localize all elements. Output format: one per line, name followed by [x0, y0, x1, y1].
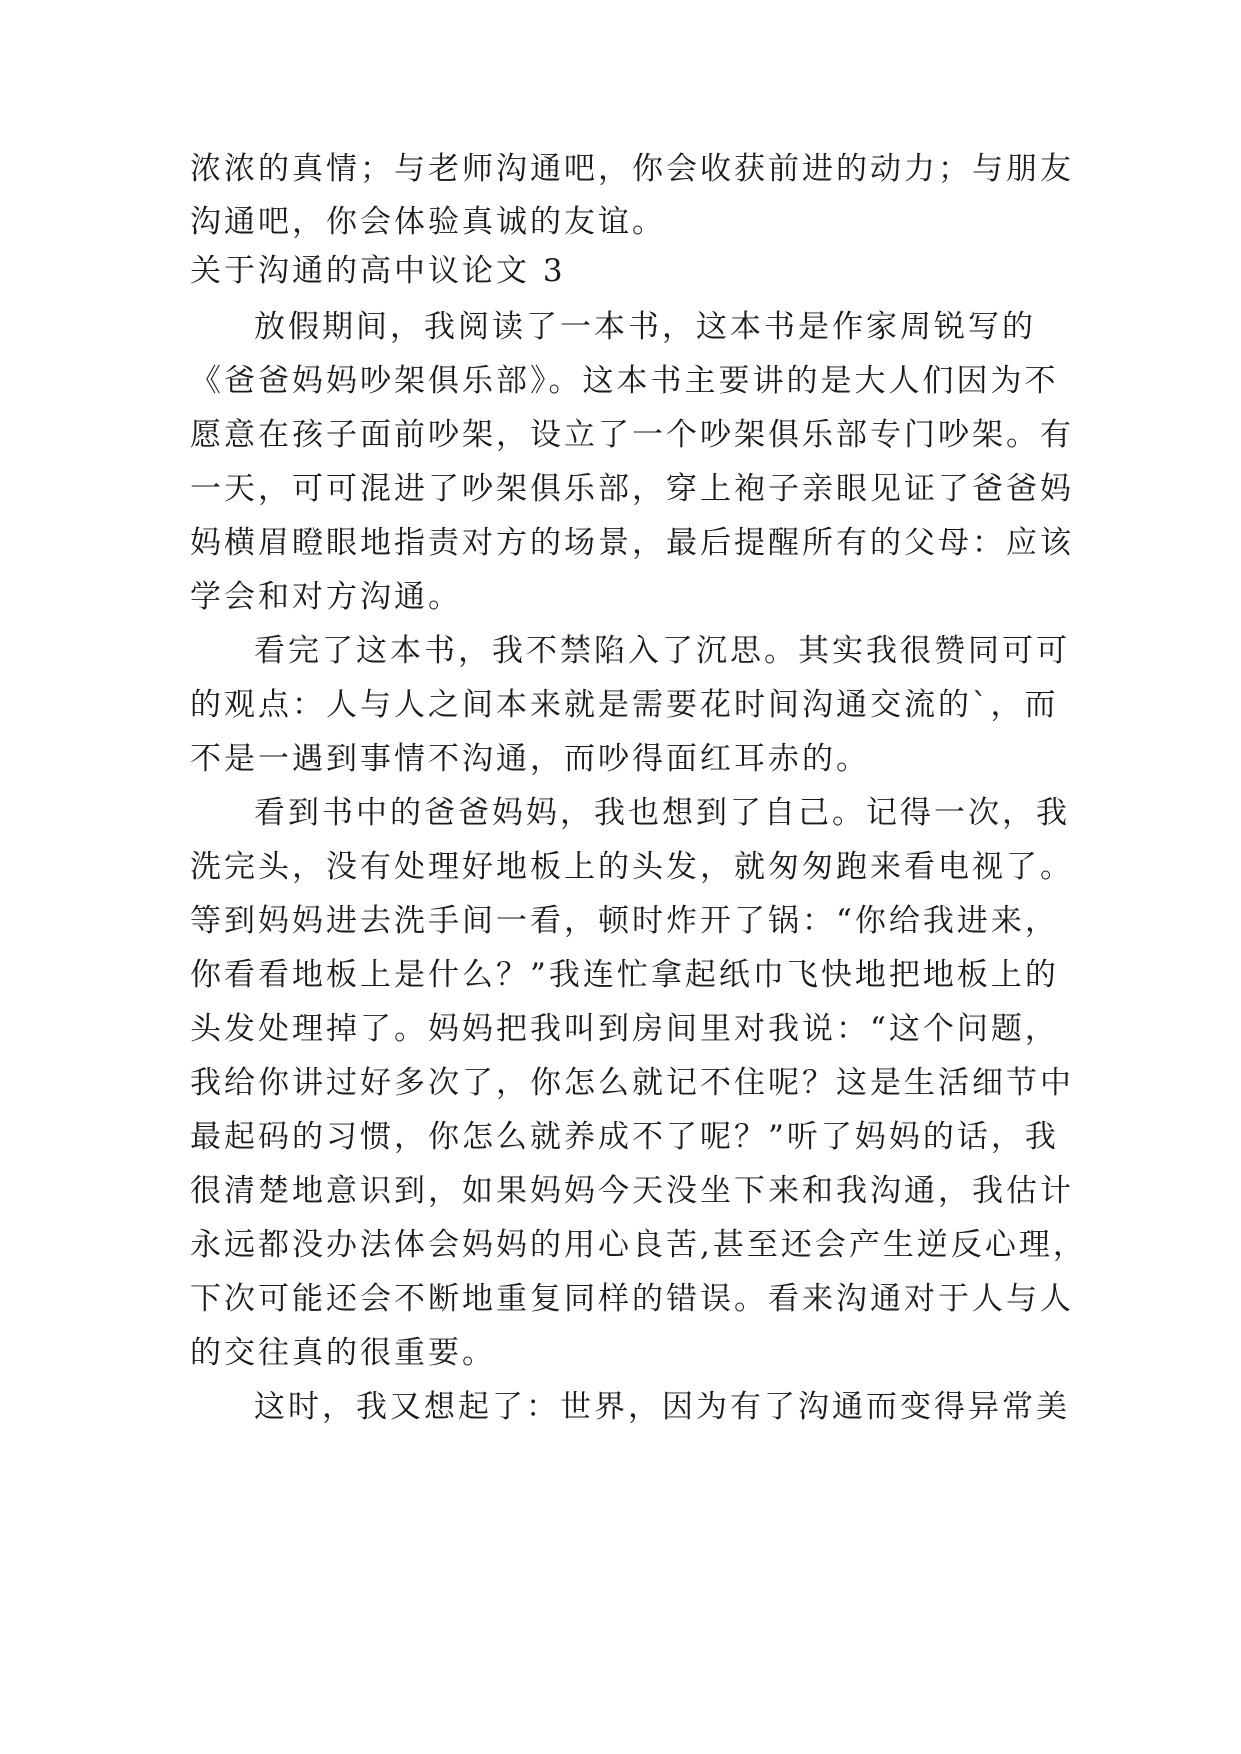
text-line: 洗完头，没有处理好地板上的头发，就匆匆跑来看电视了。: [190, 849, 1074, 885]
text-line: 的观点：人与人之间本来就是需要花时间沟通交流的`，而: [190, 687, 1059, 723]
text-line: 最起码的习惯，你怎么就养成不了呢？”听了妈妈的话，我: [190, 1119, 1059, 1155]
text-line: 妈横眉瞪眼地指责对方的场景，最后提醒所有的父母：应该: [190, 525, 1074, 561]
text-line: 不是一遇到事情不沟通，而吵得面红耳赤的。: [190, 741, 870, 777]
text-line: 放假期间，我阅读了一本书，这本书是作家周锐写的: [254, 309, 1036, 345]
text-line: 下次可能还会不断地重复同样的错误。看来沟通对于人与人: [190, 1281, 1074, 1317]
text-line: 的交往真的很重要。: [190, 1335, 496, 1371]
text-line: 浓浓的真情；与老师沟通吧，你会收获前进的动力；与朋友: [190, 151, 1074, 187]
text-line: 《爸爸妈妈吵架俱乐部》。这本书主要讲的是大人们因为不: [190, 363, 1059, 399]
text-line: 沟通吧，你会体验真诚的友谊。: [190, 204, 666, 240]
section-heading: 关于沟通的高中议论文 3: [190, 253, 566, 289]
text-line: 头发处理掉了。妈妈把我叫到房间里对我说：“这个问题，: [190, 1011, 1059, 1047]
text-line: 一天，可可混进了吵架俱乐部，穿上袍子亲眼见证了爸爸妈: [190, 471, 1074, 507]
text-line: 你看看地板上是什么？”我连忙拿起纸巾飞快地把地板上的: [190, 957, 1059, 993]
text-line: 永远都没办法体会妈妈的用心良苦,甚至还会产生逆反心理，: [190, 1227, 1087, 1263]
text-line: 看到书中的爸爸妈妈，我也想到了自己。记得一次，我: [254, 795, 1070, 831]
text-line: 这时，我又想起了：世界，因为有了沟通而变得异常美: [254, 1389, 1070, 1425]
text-line: 学会和对方沟通。: [190, 579, 462, 615]
text-line: 我给你讲过好多次了，你怎么就记不住呢？这是生活细节中: [190, 1065, 1074, 1101]
text-line: 很清楚地意识到，如果妈妈今天没坐下来和我沟通，我估计: [190, 1173, 1074, 1209]
text-line: 愿意在孩子面前吵架，设立了一个吵架俱乐部专门吵架。有: [190, 417, 1074, 453]
text-line: 等到妈妈进去洗手间一看，顿时炸开了锅：“你给我进来，: [190, 903, 1059, 939]
text-line: 看完了这本书，我不禁陷入了沉思。其实我很赞同可可: [254, 633, 1070, 669]
